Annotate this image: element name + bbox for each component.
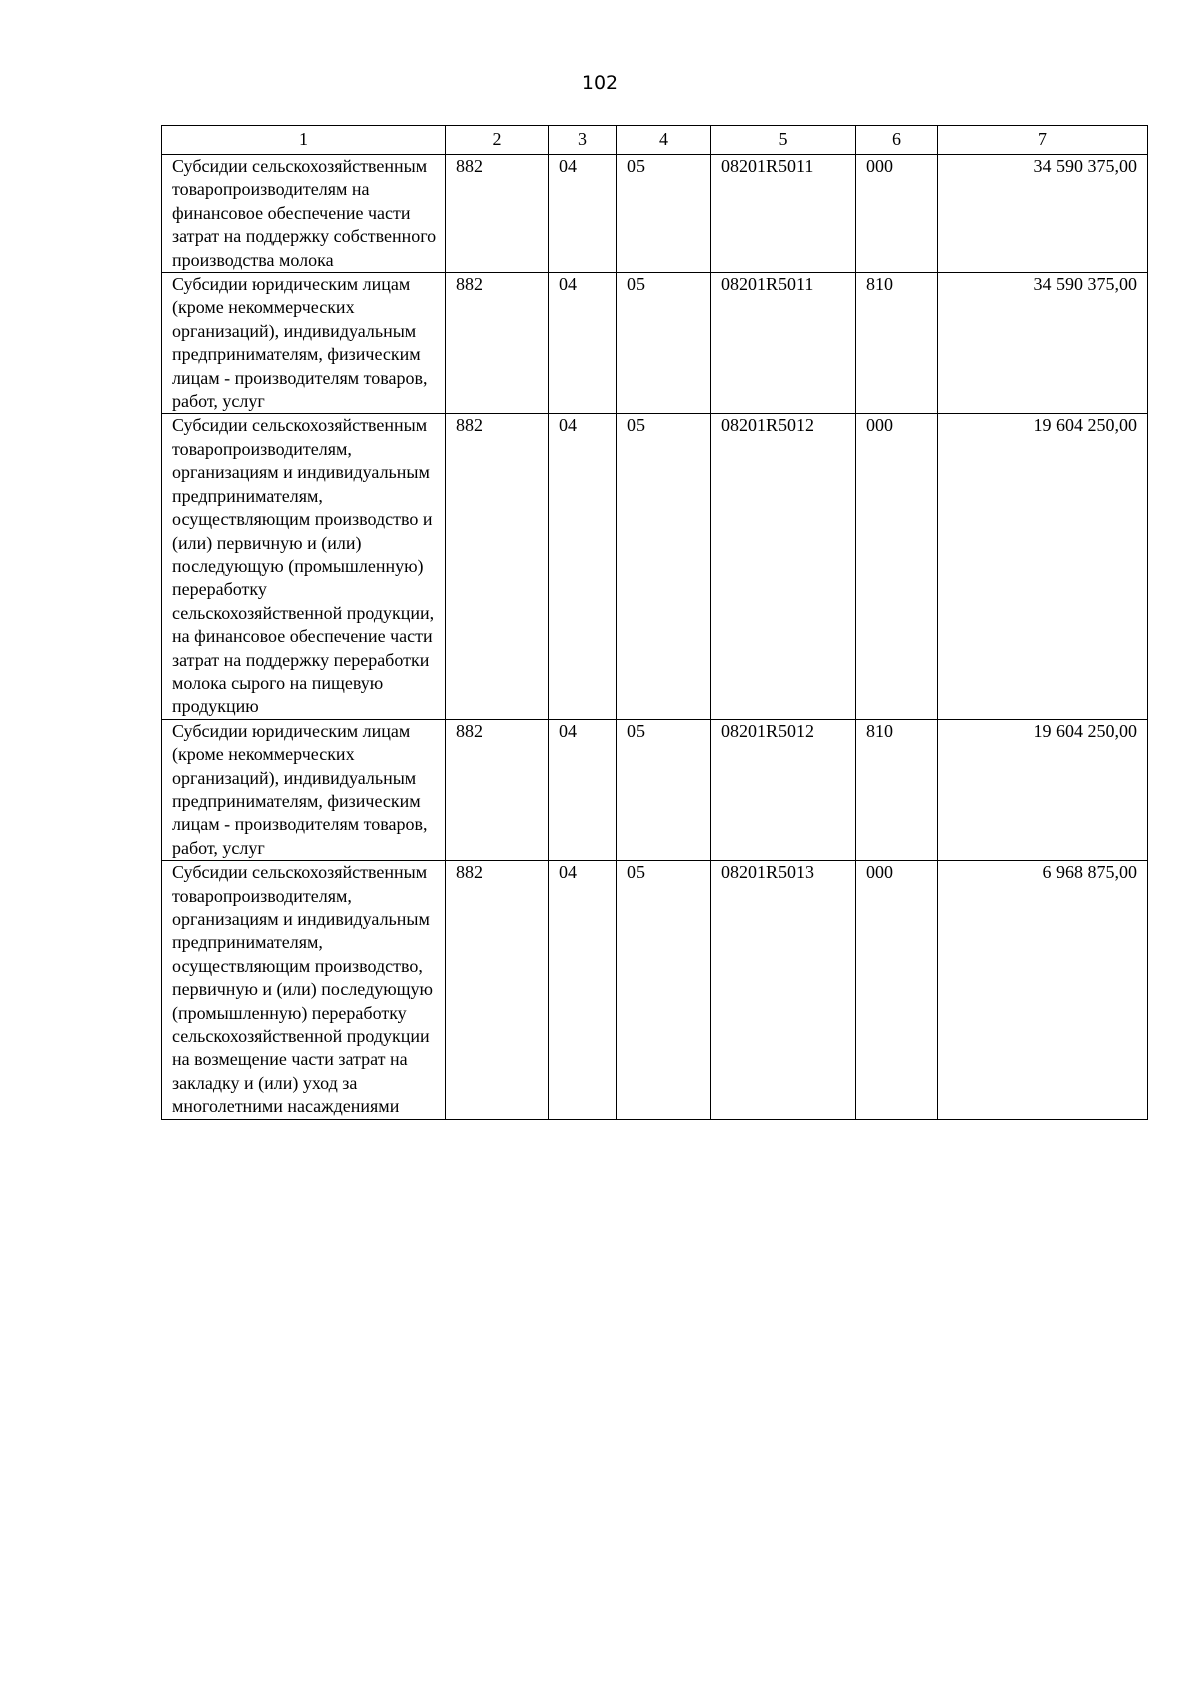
column-header: 1 (162, 126, 446, 155)
row-ved: 882 (446, 861, 549, 1119)
row-ved: 882 (446, 273, 549, 414)
row-csr: 08201R5011 (711, 155, 856, 273)
table-row (162, 155, 1148, 273)
row-ved: 882 (446, 719, 549, 860)
row-vr: 810 (856, 273, 938, 414)
row-csr: 08201R5012 (711, 414, 856, 719)
row-pr: 05 (617, 861, 711, 1119)
row-sum: 19 604 250,00 (938, 719, 1148, 860)
row-vr: 000 (856, 155, 938, 273)
column-header: 7 (938, 126, 1148, 155)
column-header: 4 (617, 126, 711, 155)
column-header: 5 (711, 126, 856, 155)
row-rz: 04 (549, 414, 617, 719)
row-rz: 04 (549, 861, 617, 1119)
table-row (162, 273, 1148, 414)
row-csr: 08201R5011 (711, 273, 856, 414)
column-header: 3 (549, 126, 617, 155)
row-vr: 000 (856, 861, 938, 1119)
table-row (162, 861, 1148, 1119)
row-sum: 19 604 250,00 (938, 414, 1148, 719)
row-rz: 04 (549, 719, 617, 860)
row-pr: 05 (617, 155, 711, 273)
row-vr: 810 (856, 719, 938, 860)
row-sum: 34 590 375,00 (938, 273, 1148, 414)
page-number: 102 (581, 72, 619, 94)
row-vr: 000 (856, 414, 938, 719)
table-row (162, 414, 1148, 719)
row-rz: 04 (549, 155, 617, 273)
row-sum: 34 590 375,00 (938, 155, 1148, 273)
column-header: 2 (446, 126, 549, 155)
row-ved: 882 (446, 414, 549, 719)
row-name: Субсидии сельскохозяйственным товаропроизводителям на финансовое обеспечение части затрат на поддержку собственного производства молока (162, 155, 446, 273)
row-pr: 05 (617, 273, 711, 414)
row-ved: 882 (446, 155, 549, 273)
row-csr: 08201R5013 (711, 861, 856, 1119)
budget-table (161, 125, 1148, 1120)
row-pr: 05 (617, 414, 711, 719)
row-name: Субсидии сельскохозяйственным товаропроизводителям, организациям и индивидуальным предпринимателям, осуществляющим производство, первичную и (или) последующую (промышленную) переработку сельскохозяйственной продукции на возмещение части затрат на закладку и (или) уход за многолетними насаждениями (162, 861, 446, 1119)
column-header: 6 (856, 126, 938, 155)
row-csr: 08201R5012 (711, 719, 856, 860)
row-name: Субсидии сельскохозяйственным товаропроизводителям, организациям и индивидуальным предпринимателям, осуществляющим производство и (или) первичную и (или) последующую (промышленную) переработку сельскохозяйственной продукции, на финансовое обеспечение части затрат на поддержку переработки молока сырого на пищевую продукцию (162, 414, 446, 719)
row-sum: 6 968 875,00 (938, 861, 1148, 1119)
row-pr: 05 (617, 719, 711, 860)
row-name: Субсидии юридическим лицам (кроме некоммерческих организаций), индивидуальным предпринимателям, физическим лицам - производителям товаров, работ, услуг (162, 719, 446, 860)
header-row (162, 126, 1148, 155)
row-rz: 04 (549, 273, 617, 414)
row-name: Субсидии юридическим лицам (кроме некоммерческих организаций), индивидуальным предпринимателям, физическим лицам - производителям товаров, работ, услуг (162, 273, 446, 414)
table-row (162, 719, 1148, 860)
